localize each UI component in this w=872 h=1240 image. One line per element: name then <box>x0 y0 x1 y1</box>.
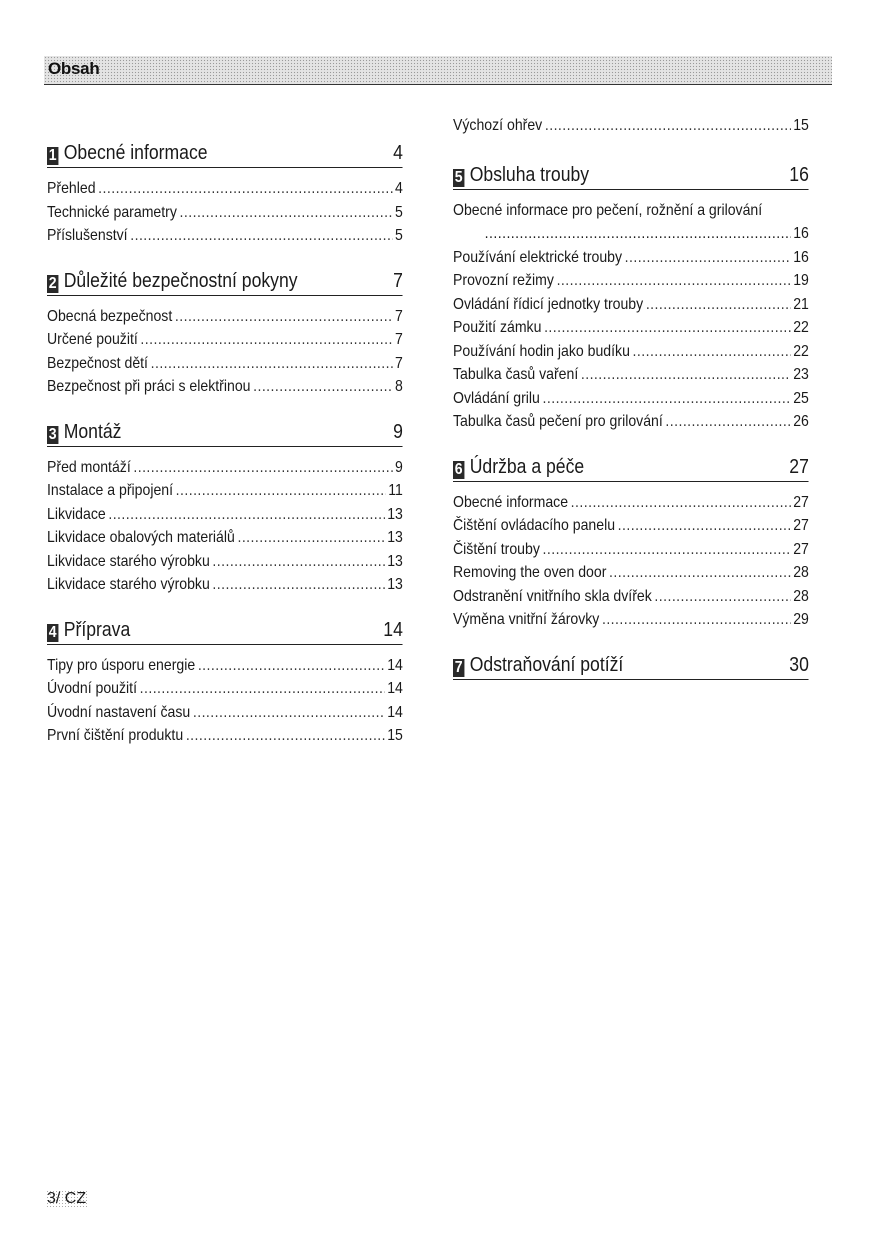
section-title: Odstraňování potíží <box>469 653 624 676</box>
toc-entry[interactable] <box>453 608 809 632</box>
toc-entry[interactable] <box>47 677 403 701</box>
toc-entry[interactable] <box>47 201 403 225</box>
toc-entry[interactable] <box>453 585 809 609</box>
section-number-badge: 4 <box>48 623 57 641</box>
toc-entry[interactable] <box>47 526 403 550</box>
toc-entry[interactable] <box>453 387 809 411</box>
toc-entry[interactable]: Výchozí ohřev ..... 15 <box>453 114 809 138</box>
leader-dots <box>485 222 791 246</box>
toc-entry[interactable] <box>47 328 403 352</box>
leader-dots <box>98 177 392 201</box>
section-number-badge: 1 <box>48 147 57 164</box>
toc-entry[interactable] <box>47 375 403 399</box>
entry-label: Ovládání grilu <box>453 389 540 407</box>
entry-label: Určené použití <box>47 331 138 348</box>
toc-entry[interactable] <box>453 269 809 293</box>
entry-page: 26 <box>793 413 809 430</box>
entry-label: Tabulka časů vaření <box>453 366 579 383</box>
entry-label: Použití zámku <box>453 319 542 336</box>
toc-section <box>453 652 809 680</box>
entry-label: Používání hodin jako budíku <box>453 342 630 360</box>
toc-entry[interactable] <box>47 305 403 329</box>
section-heading[interactable] <box>47 140 403 168</box>
leader-dots <box>545 114 791 138</box>
leader-dots <box>571 491 791 515</box>
toc-entry[interactable] <box>453 538 809 562</box>
section-number-badge: 5 <box>454 168 463 186</box>
section-page: 14 <box>383 618 403 641</box>
section-title: Důležité bezpečnostní pokyny <box>63 269 298 292</box>
entry-label: Bezpečnost při práci s elektřinou <box>47 378 251 395</box>
section-title: Montáž <box>63 420 122 443</box>
leader-dots <box>193 701 385 725</box>
entry-page: 13 <box>387 576 403 593</box>
entry-page: 19 <box>793 272 809 289</box>
entry-label: Bezpečnost dětí <box>47 354 148 372</box>
entry-page: 7 <box>395 331 403 348</box>
toc-entry[interactable] <box>453 363 809 387</box>
leader-dots <box>581 363 791 387</box>
entry-page: 14 <box>387 656 403 674</box>
entry-page: 11 <box>388 482 403 499</box>
section-title: Příprava <box>63 618 131 641</box>
entry-label: Tipy pro úsporu energie <box>47 656 196 674</box>
toc-section <box>453 162 809 434</box>
toc-section <box>47 617 403 748</box>
entry-label: Ovládání řídicí jednotky trouby <box>453 295 644 313</box>
entry-label: Úvodní použití <box>47 680 138 697</box>
toc-entry[interactable] <box>47 479 403 503</box>
leader-dots <box>543 387 791 411</box>
section-page: 16 <box>789 163 809 186</box>
toc-entry[interactable] <box>47 503 403 527</box>
entry-label: Removing the oven door <box>453 564 607 581</box>
entry-label: Před montáží <box>47 458 131 476</box>
entry-label: První čištění produktu <box>47 727 184 744</box>
entry-page: 16 <box>793 248 809 266</box>
toc-section <box>453 454 809 632</box>
toc-section <box>47 268 403 399</box>
toc-entry[interactable] <box>47 352 403 376</box>
entry-page: 7 <box>395 354 403 372</box>
entry-label: Používání elektrické trouby <box>453 248 623 266</box>
section-page: 9 <box>393 420 403 443</box>
section-page: 4 <box>393 142 403 164</box>
toc-left-column <box>47 140 403 768</box>
entry-label: Obecné informace pro pečení, rožnění a grilování <box>453 201 763 219</box>
section-page: 27 <box>789 455 809 478</box>
entry-page: 5 <box>395 203 403 221</box>
toc-entry[interactable] <box>47 456 403 480</box>
toc-right-column <box>453 114 809 700</box>
section-title: Údržba a péče <box>469 455 585 478</box>
entry-page: 5 <box>395 227 403 244</box>
toc-entry[interactable] <box>453 293 809 317</box>
leader-dots <box>130 224 392 248</box>
section-number-badge: 6 <box>454 460 463 478</box>
section-heading[interactable] <box>47 268 403 296</box>
toc-entry[interactable] <box>453 410 809 434</box>
leader-dots <box>646 293 791 317</box>
entry-label: Likvidace <box>47 505 106 523</box>
leader-dots <box>140 677 385 701</box>
leader-dots <box>212 550 384 574</box>
toc-entry[interactable] <box>47 701 403 725</box>
leader-dots <box>625 246 791 270</box>
section-title: Obsluha trouby <box>469 163 590 186</box>
entry-page: 13 <box>387 505 403 523</box>
entry-label: Přehled <box>47 180 96 197</box>
toc-entry[interactable] <box>47 177 403 201</box>
leader-dots <box>557 269 791 293</box>
entry-page: 22 <box>793 342 809 360</box>
entry-page: 13 <box>387 552 403 570</box>
leader-dots <box>654 585 790 609</box>
section-heading[interactable] <box>47 617 403 645</box>
entry-page: 13 <box>387 529 403 546</box>
entry-label: Čištění ovládacího panelu <box>453 517 616 534</box>
page-number: 3/ CZ <box>47 1190 87 1207</box>
entry-label: Provozní režimy <box>453 272 554 289</box>
entry-page: 27 <box>793 540 809 558</box>
entry-label: Technické parametry <box>47 203 177 221</box>
entry-page: 14 <box>387 680 403 697</box>
leader-dots <box>633 340 791 364</box>
entry-label: Odstranění vnitřního skla dvířek <box>453 587 652 605</box>
entry-page: 23 <box>793 366 809 383</box>
toc-section <box>47 419 403 597</box>
entry-label: Úvodní nastavení času <box>47 703 191 721</box>
leader-dots <box>253 375 392 399</box>
entry-label: Likvidace obalových materiálů <box>47 529 235 546</box>
toc-entry[interactable] <box>453 199 809 246</box>
entry-page: 4 <box>395 180 403 197</box>
leader-dots <box>186 724 385 748</box>
toc-entry[interactable] <box>453 246 809 270</box>
entry-page: 29 <box>793 611 809 628</box>
entry-label: Obecné informace <box>453 493 569 511</box>
section-number-badge: 2 <box>48 274 57 292</box>
leader-dots <box>609 561 791 585</box>
entry-page: 7 <box>395 307 403 325</box>
toc-entry[interactable] <box>47 573 403 597</box>
toc-title: Obsah <box>48 59 100 78</box>
entry-page: 16 <box>793 225 809 242</box>
toc-entry[interactable] <box>453 316 809 340</box>
section-number-badge: 3 <box>48 425 57 443</box>
leader-dots <box>151 352 393 376</box>
leader-dots <box>108 503 384 527</box>
entry-page: 25 <box>793 389 809 407</box>
leader-dots <box>180 201 393 225</box>
toc-entry[interactable] <box>453 491 809 515</box>
section-heading[interactable] <box>47 419 403 447</box>
toc-entry[interactable] <box>47 224 403 248</box>
leader-dots <box>198 654 385 678</box>
entry-label: Výměna vnitřní žárovky <box>453 611 600 628</box>
entry-label: Instalace a připojení <box>47 482 174 499</box>
entry-label: Likvidace starého výrobku <box>47 552 210 570</box>
leader-dots <box>618 514 791 538</box>
section-heading[interactable] <box>453 652 809 680</box>
toc-entry[interactable] <box>47 724 403 748</box>
section-page: 7 <box>393 269 403 292</box>
section-page: 30 <box>789 653 809 676</box>
toc-header-bar <box>44 56 832 85</box>
entry-page: 21 <box>793 295 809 313</box>
toc-section <box>47 140 403 248</box>
leader-dots <box>175 305 393 329</box>
toc-entry[interactable] <box>453 340 809 364</box>
entry-page: 28 <box>793 587 809 605</box>
leader-dots <box>176 479 386 503</box>
section-heading[interactable] <box>453 454 809 482</box>
entry-page: 27 <box>793 517 809 534</box>
leader-dots <box>543 538 791 562</box>
leader-dots <box>665 410 790 434</box>
leader-dots <box>133 456 392 480</box>
leader-dots <box>140 328 392 352</box>
section-heading[interactable] <box>453 162 809 190</box>
leader-dots <box>602 608 791 632</box>
entry-label: Čištění trouby <box>453 540 540 558</box>
toc-entry[interactable] <box>47 654 403 678</box>
entry-page: 27 <box>793 493 809 511</box>
leader-dots <box>544 316 791 340</box>
toc-entry[interactable] <box>47 550 403 574</box>
entry-label: Tabulka časů pečení pro grilování <box>453 413 663 430</box>
entry-page: 22 <box>793 319 809 336</box>
entry-page: 15 <box>387 727 403 744</box>
toc-entry[interactable] <box>453 561 809 585</box>
leader-dots <box>212 573 384 597</box>
entry-label: Likvidace starého výrobku <box>47 576 210 593</box>
entry-page: 14 <box>387 703 403 721</box>
entry-page: 8 <box>395 378 403 395</box>
entry-label: Příslušenství <box>47 227 128 244</box>
leader-dots <box>237 526 384 550</box>
section-number-badge: 7 <box>454 658 463 676</box>
entry-label: Obecná bezpečnost <box>47 307 173 325</box>
toc-entry[interactable] <box>453 514 809 538</box>
section-title: Obecné informace <box>63 142 208 164</box>
entry-page: 9 <box>395 458 403 476</box>
entry-page: 28 <box>793 564 809 581</box>
